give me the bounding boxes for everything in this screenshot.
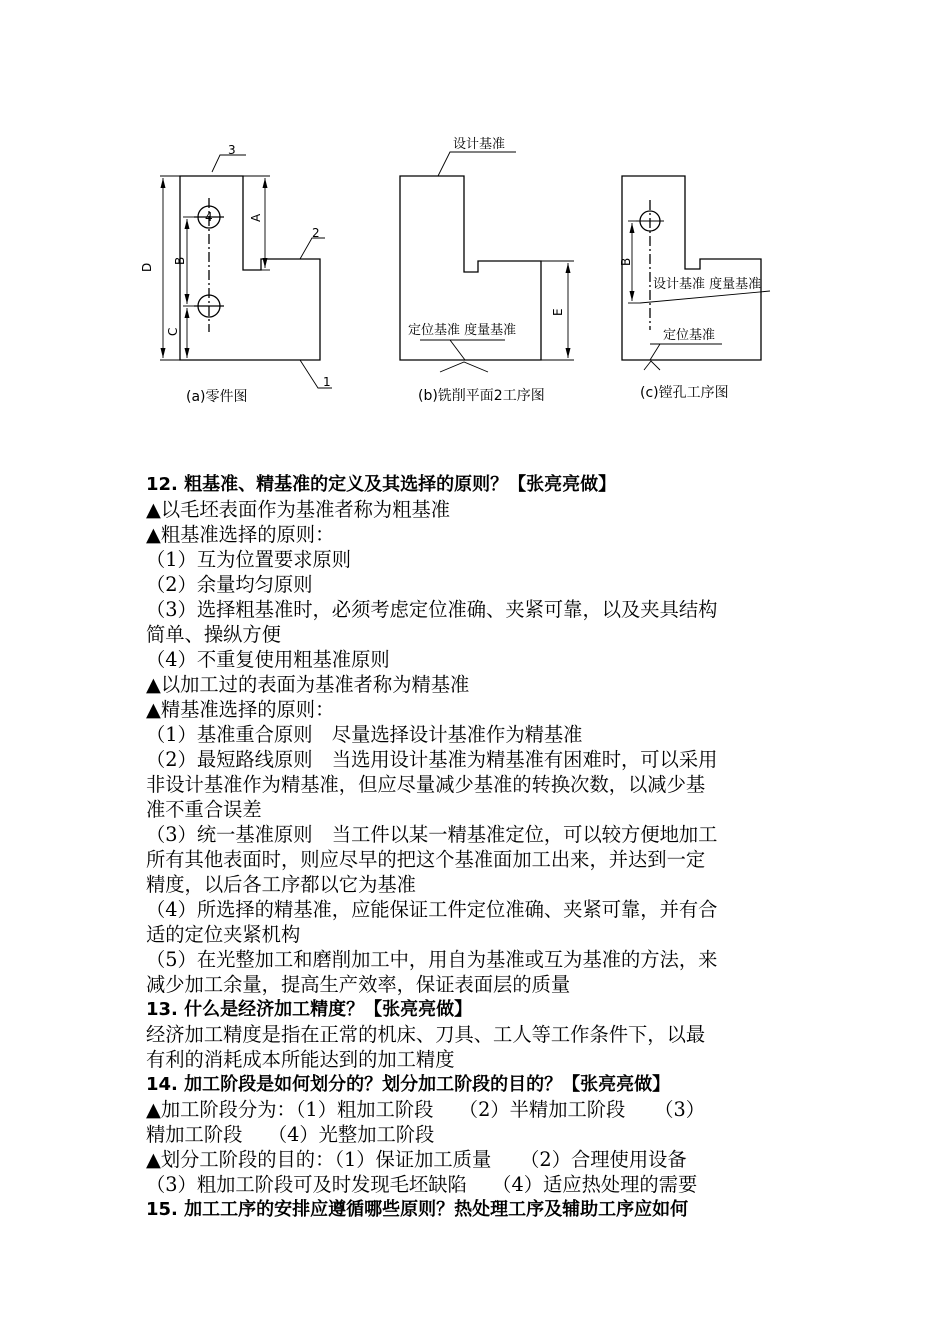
text-line: 适的定位夹紧机构 [146,923,301,946]
milling-drawing-b [400,152,574,372]
label-2: 2 [312,226,320,240]
label-1: 1 [323,375,331,389]
text-line: 精度，以后各工序都以它为基准 [146,873,416,896]
text-line: （3）选择粗基准时，必须考虑定位准确、夹紧可靠，以及夹具结构 [146,598,718,621]
text-line: ▲精基准选择的原则： [146,698,335,721]
text-line: （2）最短路线原则 当选用设计基准为精基准有困难时，可以采用 [146,748,718,771]
locating-measuring-label: 定位基准 度量基准 [408,323,517,338]
section-heading: 15. 加工工序的安排应遵循哪些原则？热处理工序及辅助工序应如何 [146,1199,689,1220]
dim-b-label: B [173,256,187,265]
text-line: 精加工阶段 （4）光整加工阶段 [146,1123,435,1146]
dim-a-label: A [249,213,263,222]
text-line: （3）粗加工阶段可及时发现毛坯缺陷 （4）适应热处理的需要 [146,1173,698,1196]
text-line: （1）互为位置要求原则 [146,548,352,571]
text-line: （2）余量均匀原则 [146,573,313,596]
text-line: 简单、操纵方便 [146,623,281,646]
text-line: （3）统一基准原则 当工件以某一精基准定位，可以较方便地加工 [146,823,718,846]
dim-d-label: D [140,262,154,272]
text-line: 有利的消耗成本所能达到的加工精度 [146,1048,455,1071]
dim-b-c-label: B [619,257,633,266]
design-measuring-label: 设计基准 度量基准 [653,277,762,292]
text-line: （4）不重复使用粗基准原则 [146,648,390,671]
label-3: 3 [228,143,236,157]
caption-c: (c)镗孔工序图 [640,385,729,401]
section-heading: 14. 加工阶段是如何划分的？划分加工阶段的目的？【张亮亮做】 [146,1074,671,1095]
text-line: （5）在光整加工和磨削加工中，用自为基准或互为基准的方法，来 [146,948,718,971]
text-line: ▲粗基准选择的原则： [146,523,335,546]
text-line: ▲加工阶段分为：（1）粗加工阶段 （2）半精加工阶段 （3） [146,1098,706,1121]
text-line: ▲划分工阶段的目的：（1）保证加工质量 （2）合理使用设备 [146,1148,687,1171]
section-heading: 13. 什么是经济加工精度？【张亮亮做】 [146,999,473,1020]
text-line: （1）基准重合原则 尽量选择设计基准作为精基准 [146,723,583,746]
text-line: 准不重合误差 [146,798,262,821]
text-line: 非设计基准作为精基准，但应尽量减少基准的转换次数，以减少基 [146,773,706,796]
text-line: ▲以毛坯表面作为基准者称为粗基准 [146,498,451,521]
locating-label: 定位基准 [663,328,716,343]
dim-c-label: C [166,327,180,336]
design-datum-label: 设计基准 [453,137,506,152]
text-line: （4）所选择的精基准，应能保证工件定位准确、夹紧可靠，并有合 [146,898,718,921]
text-line: ▲以加工过的表面为基准者称为精基准 [146,673,470,696]
datum-figure [0,0,950,440]
dim-e-label: E [551,308,565,316]
text-line: 减少加工余量，提高生产效率，保证表面层的质量 [146,973,571,996]
label-4: 4 [205,210,213,224]
caption-a: (a)零件图 [186,389,248,405]
text-line: 所有其他表面时，则应尽早的把这个基准面加工出来，并达到一定 [146,848,706,871]
caption-b: (b)铣削平面2工序图 [418,388,545,404]
document-body [146,472,814,1222]
text-line: 经济加工精度是指在正常的机床、刀具、工人等工作条件下，以最 [146,1023,706,1046]
section-heading: 12. 粗基准、精基准的定义及其选择的原则？【张亮亮做】 [146,474,617,495]
